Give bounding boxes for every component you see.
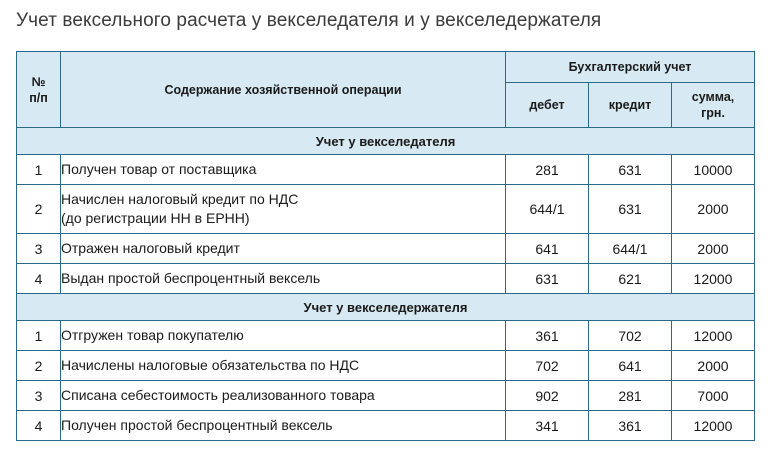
section-title: Учет у векселедержателя: [17, 294, 755, 321]
debit-account: 902: [506, 381, 589, 411]
operation-description: [61, 411, 506, 441]
header-amount: [672, 83, 755, 128]
section-title: Учет у векселедателя: [17, 128, 755, 155]
credit-account: 281: [589, 381, 672, 411]
operation-description: [61, 155, 506, 185]
amount-value: 2000: [672, 234, 755, 264]
page-title: Учет вексельного расчета у векселедателя и у векселедержателя: [16, 10, 602, 31]
header-content: Содержание хозяйственной операции: [61, 52, 506, 128]
table-header: [17, 52, 755, 128]
operation-description: [61, 321, 506, 351]
debit-account: 644/1: [506, 185, 589, 234]
credit-account: 702: [589, 321, 672, 351]
table-row: [17, 321, 755, 351]
operation-description: [61, 381, 506, 411]
amount-value: 2000: [672, 185, 755, 234]
table-row: [17, 381, 755, 411]
credit-account: 631: [589, 155, 672, 185]
header-debit: дебет: [506, 83, 589, 128]
description-line: Выдан простой беспроцентный вексель: [61, 270, 321, 286]
header-num: [17, 52, 61, 128]
debit-account: 702: [506, 351, 589, 381]
row-number: 2: [17, 185, 61, 234]
amount-value: 12000: [672, 321, 755, 351]
table-row: [17, 351, 755, 381]
amount-value: 7000: [672, 381, 755, 411]
description-line: Списана себестоимость реализованного товара: [61, 387, 375, 403]
description-line: Отгружен товар покупателю: [61, 327, 244, 343]
header-num-line1: №: [31, 74, 46, 89]
operation-description: [61, 264, 506, 294]
row-number: 1: [17, 321, 61, 351]
operation-description: [61, 185, 506, 234]
header-num-line2: п/п: [29, 90, 48, 105]
amount-value: 12000: [672, 264, 755, 294]
credit-account: 641: [589, 351, 672, 381]
table-row: [17, 185, 755, 234]
header-accounting: Бухгалтерский учет: [506, 52, 755, 83]
credit-account: 361: [589, 411, 672, 441]
table-row: [17, 264, 755, 294]
credit-account: 644/1: [589, 234, 672, 264]
table-row: [17, 234, 755, 264]
header-amount-line1: сумма,: [691, 90, 735, 104]
debit-account: 631: [506, 264, 589, 294]
debit-account: 341: [506, 411, 589, 441]
credit-account: 621: [589, 264, 672, 294]
row-number: 3: [17, 234, 61, 264]
accounting-table: [16, 51, 755, 441]
description-line: Получен простой беспроцентный вексель: [61, 417, 333, 433]
description-line: Начислены налоговые обязательства по НДС: [61, 357, 360, 373]
table-row: [17, 155, 755, 185]
header-amount-line2: грн.: [701, 106, 725, 120]
description-line: Получен товар от поставщика: [61, 161, 257, 177]
operation-description: [61, 351, 506, 381]
debit-account: 361: [506, 321, 589, 351]
operation-description: [61, 234, 506, 264]
row-number: 3: [17, 381, 61, 411]
amount-value: 10000: [672, 155, 755, 185]
amount-value: 2000: [672, 351, 755, 381]
row-number: 1: [17, 155, 61, 185]
amount-value: 12000: [672, 411, 755, 441]
description-line: Отражен налоговый кредит: [61, 240, 240, 256]
table-body: [17, 128, 755, 441]
row-number: 4: [17, 411, 61, 441]
debit-account: 281: [506, 155, 589, 185]
table-row: [17, 411, 755, 441]
debit-account: 641: [506, 234, 589, 264]
header-credit: кредит: [589, 83, 672, 128]
row-number: 4: [17, 264, 61, 294]
row-number: 2: [17, 351, 61, 381]
description-line: Начислен налоговый кредит по НДС: [61, 191, 299, 207]
description-line: (до регистрации НН в ЕРНН): [61, 210, 250, 226]
credit-account: 631: [589, 185, 672, 234]
